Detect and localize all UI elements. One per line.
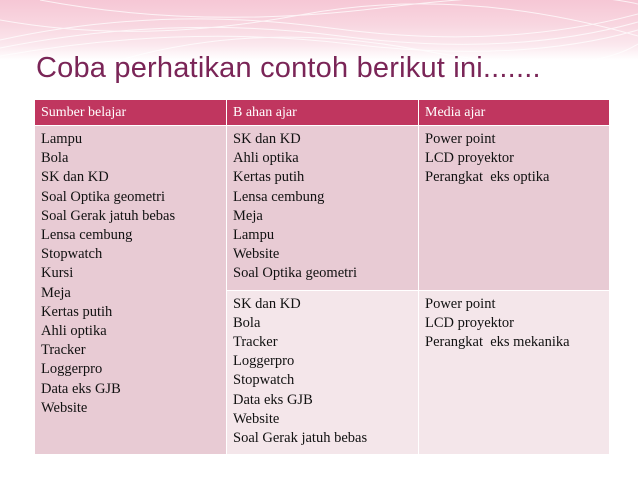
list-item: Stopwatch [41,246,103,263]
list-item: Data eks GJB [233,391,313,408]
list-item: SK dan KD [233,131,301,147]
list-item: Kertas putih [233,169,305,186]
list-item: Power point [425,131,496,147]
list-item: Meja [41,284,71,301]
column-header-media-ajar: Media ajar [419,100,610,126]
list-item: Lampu [41,131,83,147]
column-header-bahan-ajar: B ahan ajar [227,100,419,126]
list-item: Tracker [41,342,86,359]
list-item: Soal Gerak jatuh bebas [41,207,176,224]
list-item: Soal Optika geometri [41,188,166,205]
list-item: Ahli optika [233,150,299,167]
list-item: SK dan KD [41,169,109,186]
sumber-belajar-cell [35,126,227,455]
bahan-ajar-cell-mekanika [227,290,419,455]
list-item: Soal Gerak jatuh bebas [233,430,368,447]
list-item: Website [233,410,280,427]
list-item: SK dan KD [233,295,301,312]
list-item: LCD proyektor [425,150,514,167]
list-item: Lensa cembung [41,227,133,244]
list-item: Website [233,246,280,263]
list-item: Kursi [41,265,74,282]
bahan-ajar-cell-optika [227,126,419,291]
list-item: Website [41,399,88,416]
decorative-header-banner [0,0,638,60]
list-item: Ahli optika [41,323,107,340]
list-item: LCD proyektor [425,314,514,331]
list-item: Data eks GJB [41,380,121,397]
list-item: Tracker [233,334,278,351]
swirl-decoration-icon [0,0,638,60]
learning-resources-table [34,99,610,455]
media-ajar-cell-optika [419,126,610,291]
column-header-sumber-belajar: Sumber belajar [35,100,227,126]
page-title: Coba perhatikan contoh berikut ini....... [36,52,541,84]
list-item: Power point [425,295,496,312]
list-item: Bola [41,150,69,167]
list-item: Lampu [233,227,275,244]
list-item: Perangkat eks optika [425,169,550,186]
list-item: Loggerpro [233,353,295,370]
list-item: Perangkat eks mekanika [425,334,570,351]
list-item: Lensa cembung [233,188,325,205]
table-row [35,126,610,291]
table-header-row [35,100,610,126]
list-item: Kertas putih [41,303,113,320]
list-item: Stopwatch [233,372,295,389]
list-item: Meja [233,207,263,224]
media-ajar-cell-mekanika [419,290,610,455]
list-item: Soal Optika geometri [233,265,358,282]
list-item: Loggerpro [41,361,103,378]
list-item: Bola [233,314,261,331]
